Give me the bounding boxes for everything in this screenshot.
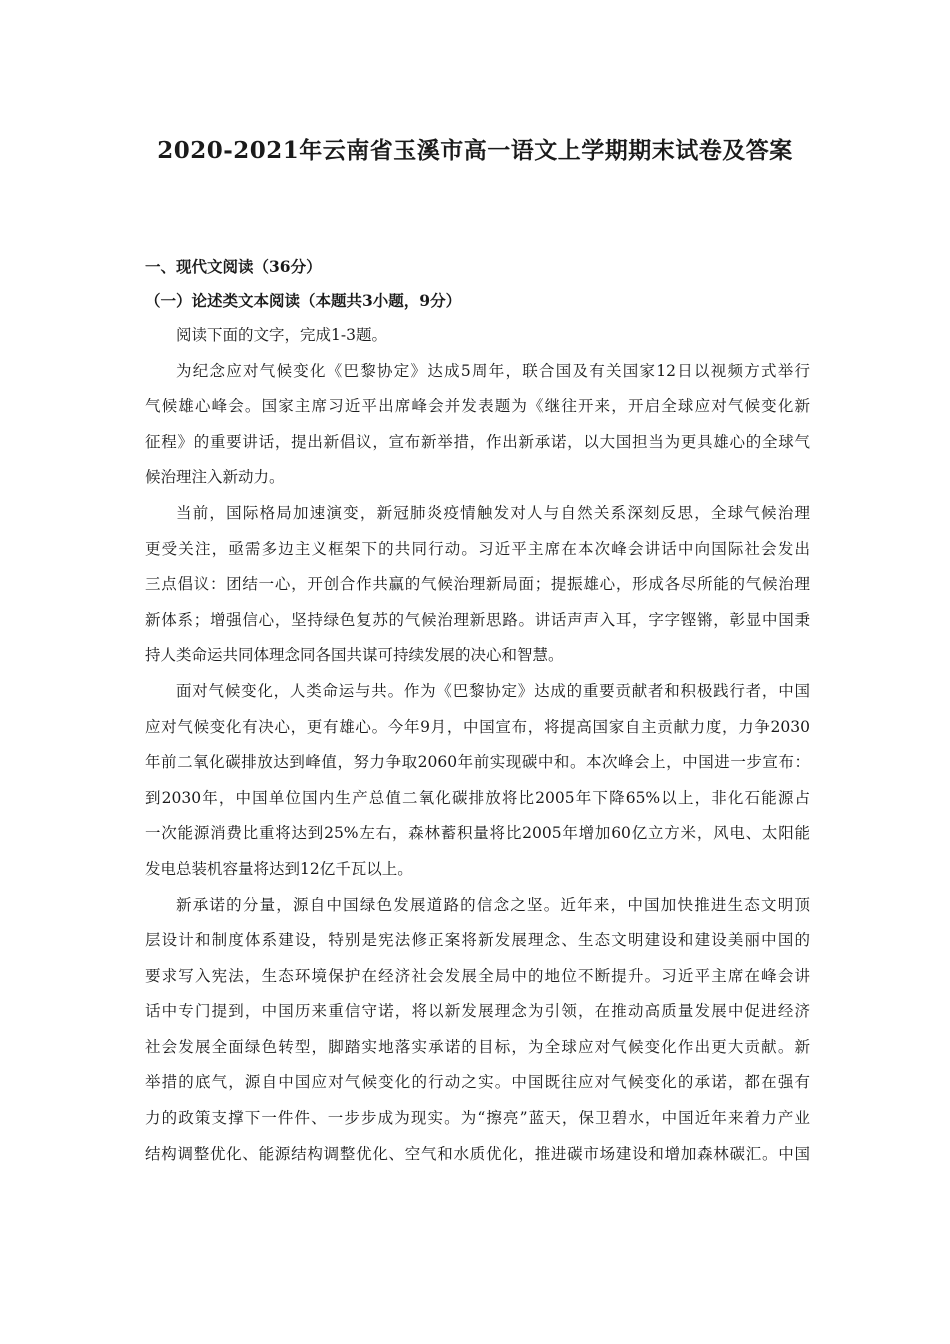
paragraph-line: 发电总装机容量将达到12亿千瓦以上。 [145,859,413,878]
paragraph-line: 征程》的重要讲话，提出新倡议，宣布新举措，作出新承诺，以大国担当为更具雄心的全球气 [145,432,810,451]
paragraph-line: 结构调整优化、能源结构调整优化、空气和水质优化，推进碳市场建设和增加森林碳汇。中国 [145,1144,810,1163]
paragraph-line: 三点倡议：团结一心，开创合作共赢的气候治理新局面；提振雄心，形成各尽所能的气候治理 [145,575,810,594]
paragraph-2 [145,496,810,674]
paragraph-line: 为纪念应对气候变化《巴黎协定》达成5周年，联合国及有关国家12日以视频方式举行 [176,361,810,380]
paragraph-line: 到2030年，中国单位国内生产总值二氧化碳排放将比2005年下降65%以上，非化石能源占 [145,788,810,807]
reading-instruction: 阅读下面的文字，完成1-3题。 [176,326,387,344]
paragraph-line: 应对气候变化有决心，更有雄心。今年9月，中国宣布，将提高国家自主贡献力度，力争2030 [145,717,810,736]
paragraph-4 [145,888,810,1173]
paragraph-line: 面对气候变化，人类命运与共。作为《巴黎协定》达成的重要贡献者和积极践行者，中国 [176,681,810,700]
paragraph-line: 力的政策支撑下一件件、一步步成为现实。为“擦亮”蓝天，保卫碧水，中国近年来着力产业 [145,1109,810,1128]
paragraph-line: 新承诺的分量，源自中国绿色发展道路的信念之坚。近年来，中国加快推进生态文明顶 [176,895,810,914]
paragraph-line: 持人类命运共同体理念同各国共谋可持续发展的决心和智慧。 [145,646,564,665]
paragraph-line: 候治理注入新动力。 [145,468,285,487]
document-body [145,250,810,1172]
paragraph-line: 举措的底气，源自中国应对气候变化的行动之实。中国既往应对气候变化的承诺，都在强有 [145,1073,810,1092]
paragraph-line: 一次能源消费比重将达到25%左右，森林蓄积量将比2005年增加60亿立方米，风电、太阳能 [145,824,810,843]
paragraph-1 [145,354,810,496]
document-title: 2020-2021年云南省玉溪市高一语文上学期期末试卷及答案 [157,137,793,164]
paragraph-line: 更受关注，亟需多边主义框架下的共同行动。习近平主席在本次峰会讲话中向国际社会发出 [145,539,810,558]
paragraph-line: 年前二氧化碳排放达到峰值，努力争取2060年前实现碳中和。本次峰会上，中国进一步宣布： [145,753,810,772]
paragraph-line: 层设计和制度体系建设，特别是宪法修正案将新发展理念、生态文明建设和建设美丽中国的 [145,931,810,950]
paragraph-line: 当前，国际格局加速演变，新冠肺炎疫情触发对人与自然关系深刻反思，全球气候治理 [176,503,810,522]
paragraph-line: 新体系；增强信心，坚持绿色复苏的气候治理新思路。讲话声声入耳，字字铿锵，彰显中国秉 [145,610,810,629]
paragraph-line: 气候雄心峰会。国家主席习近平出席峰会并发表题为《继往开来，开启全球应对气候变化新 [145,397,810,416]
paragraph-line: 话中专门提到，中国历来重信守诺，将以新发展理念为引领，在推动高质量发展中促进经济 [145,1002,810,1021]
paragraph-3 [145,674,810,888]
section-heading: 一、现代文阅读（36分） [145,257,322,276]
paragraph-line: 社会发展全面绿色转型，脚踏实地落实承诺的目标，为全球应对气候变化作出更大贡献。新 [145,1037,810,1056]
subsection-heading: （一）论述类文本阅读（本题共3小题，9分） [145,291,462,310]
paragraph-line: 要求写入宪法，生态环境保护在经济社会发展全局中的地位不断提升。习近平主席在峰会讲 [145,966,810,985]
